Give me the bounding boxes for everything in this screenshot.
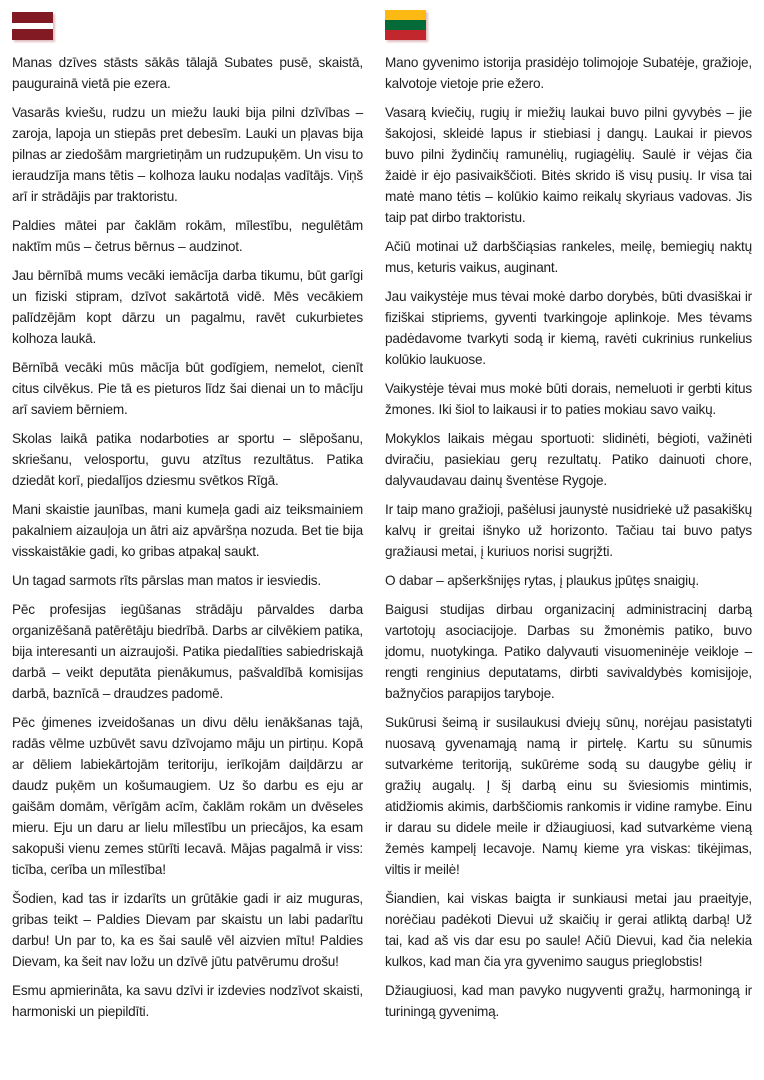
paragraph: Esmu apmierināta, ka savu dzīvi ir izdevies nodzīvot skaisti, harmoniski un piepildīti. xyxy=(12,983,363,1019)
paragraph: Jau bērnībā mums vecāki iemācīja darba tikumu, būt garīgi un fiziski stipram, dzīvot sakārtotā vidē. Mēs vecākiem palīdzējām kopt dārzu un pagalmu, ravēt cukurbietes kolhoza laukā. xyxy=(12,268,363,346)
latvian-text-column xyxy=(12,10,363,1022)
flag-stripe-middle xyxy=(385,20,426,30)
paragraph: Ir taip mano gražioji, pašėlusi jaunystė nusidriekė už pasakiškų kalvų ir greitai išnyko už horizonto. Tačiau tai buvo patys gražiausi metai, į kuriuos norisi sugrįžti. xyxy=(385,502,752,559)
paragraph: Baigusi studijas dirbau organizacinį administracinį darbą vartotojų asociacijoje. Darbas su žmonėmis patiko, buvo įdomu, nuotykinga. Patiko dalyvauti visuomeninėje veikloje – rengti renginius deputatams, dirbti savivaldybės komisijoje, bažnyčios parapijos taryboje. xyxy=(385,602,752,701)
flag-stripe-bottom xyxy=(12,29,53,40)
paragraph: Vasarās kviešu, rudzu un miežu lauki bija pilni dzīvības – zaroja, lapoja un stiepās pret debesīm. Lauki un pļavas bija pilnas ar ziedošām margrietiņām un rudzupuķēm. Un visu to ieraudzīja mans tētis – kolhoza lauku nodaļas vadītājs. Viņš arī ir strādājis par traktoristu. xyxy=(12,105,363,204)
paragraph: Mani skaistie jaunības, mani kumeļa gadi aiz teiksmainiem pakalniem aizauļoja un ātri aiz apvāršņa nozuda. Bet tie bija visskaistākie gadi, ko gribas atpakaļ saukt. xyxy=(12,502,363,559)
paragraph: Mano gyvenimo istorija prasidėjo tolimojoje Subatėje, gražioje, kalvotoje vietoje prie ežero. xyxy=(385,55,752,91)
paragraph: Šodien, kad tas ir izdarīts un grūtākie gadi ir aiz muguras, gribas teikt – Paldies Dievam par skaistu un labi padarītu darbu! Un par to, ka es šai saulē vēl aizvien mītu! Paldies Dievam, ka šeit nav ložu un dzīvē jūtu patvērumu drošu! xyxy=(12,891,363,969)
paragraph: Un tagad sarmots rīts pārslas man matos ir iesviedis. xyxy=(12,573,321,588)
paragraph: O dabar – apšerkšnijęs rytas, į plaukus įpūtęs snaigių. xyxy=(385,573,699,588)
paragraph: Bērnībā vecāki mūs mācīja būt godīgiem, nemelot, cienīt citus cilvēkus. Pie tā es pieturos līdz šai dienai un to mācīju arī saviem bērniem. xyxy=(12,360,363,417)
paragraph: Ačiū motinai už darbščiąsias rankeles, meilę, bemiegių naktų mus, keturis vaikus, auginant. xyxy=(385,239,752,275)
latvia-flag-icon xyxy=(12,12,53,40)
flag-stripe-top xyxy=(12,12,53,23)
flag-stripe-bottom xyxy=(385,30,426,40)
paragraph: Skolas laikā patika nodarboties ar sportu – slēpošanu, skriešanu, velosportu, guvu atzītus rezultātus. Patika dziedāt korī, piedalījos dziesmu svētkos Rīgā. xyxy=(12,431,363,488)
paragraph: Paldies mātei par čaklām rokām, mīlestību, negulētām naktīm mūs – četrus bērnus – audzinot. xyxy=(12,218,363,254)
paragraph: Šiandien, kai viskas baigta ir sunkiausi metai jau praeityje, norėčiau padėkoti Dievui už skaičių ir gerai atliktą darbą! Už tai, kad aš vis dar esu po saule! Ačiū Dievui, kad čia nelekia kulkos, kad man čia yra gyvenimo saugus prieglobstis! xyxy=(385,891,752,969)
paragraph: Sukūrusi šeimą ir susilaukusi dviejų sūnų, norėjau pasistatyti nuosavą gyvenamąją namą ir pirtelę. Kartu su sūnumis sutvarkėme teritoriją, sukūrėme sodą su daugybe gėlių ir gražių augalų. Į šį darbą einu su šviesiomis mintimis, atidžiomis akimis, darbščiomis rankomis ir vidine ramybe. Einu ir darau su didele meile ir džiaugiuosi, kad sutvarkėme vieną žemės kampelį Iecavoje. Namų kieme yra viskas: tikėjimas, viltis ir meilė! xyxy=(385,715,752,877)
paragraph: Mokyklos laikais mėgau sportuoti: slidinėti, bėgioti, važinėti dviračiu, pasiekiau gerų rezultatų. Patiko dainuoti chore, dalyvaudavau dainų šventėse Rygoje. xyxy=(385,431,752,488)
lithuanian-text-column xyxy=(385,10,752,1022)
paragraph: Vasarą kviečių, rugių ir miežių laukai buvo pilni gyvybės – jie šakojosi, skleidė lapus ir stiebiasi į dangų. Laukai ir pievos buvo pilni žydinčių ramunėlių, rugiagėlių. Saulė ir vėjas čia žaidė ir ėjo pasivaikščioti. Bitės skrido iš visų pusių. Ir visa tai matė mano tėtis – kolūkio kaimo reikalų skyriaus vadovas. Jis taip pat dirbo traktoristu. xyxy=(385,105,752,225)
paragraph: Jau vaikystėje mus tėvai mokė darbo dorybės, būti dvasiškai ir fiziškai stipriems, gyventi tvarkingoje aplinkoje. Mes tėvams padėdavome tvarkyti sodą ir kiemą, ravėti cukrinius runkelius kolūkio laukuose. xyxy=(385,289,752,367)
paragraph: Pēc profesijas iegūšanas strādāju pārvaldes darba organizēšanā patērētāju biedrībā. Darbs ar cilvēkiem patika, bija interesanti un aizraujoši. Patika piedalīties sabiedriskajā darbā – veikt deputāta pienākumus, pašvaldībā komisijas darbā, baznīcā – draudzes padomē. xyxy=(12,602,363,701)
paragraph: Džiaugiuosi, kad man pavyko nugyventi gražų, harmoningą ir turiningą gyvenimą. xyxy=(385,983,752,1019)
lithuania-flag-icon xyxy=(385,10,426,40)
paragraph: Pēc ģimenes izveidošanas un divu dēlu ienākšanas tajā, radās vēlme uzbūvēt savu dzīvojamo māju un pirtiņu. Kopā ar dēliem labiekārtojām teritoriju, ierīkojām daiļdārzu ar daudz puķēm un košumaugiem. Uz šo darbu es eju ar gaišām domām, vērīgām acīm, čaklām rokām un dvēseles mieru. Eju un daru ar lielu mīlestību un priecājos, ka esam sakopuši vienu zemes stūrīti Iecavā. Mājas pagalmā ir viss: ticība, cerība un mīlestība! xyxy=(12,715,363,877)
paragraph: Vaikystėje tėvai mus mokė būti dorais, nemeluoti ir gerbti kitus žmones. Iki šiol to laikausi ir to paties mokiau savo vaikų. xyxy=(385,381,752,417)
flag-stripe-top xyxy=(385,10,426,20)
paragraph: Manas dzīves stāsts sākās tālajā Subates pusē, skaistā, paugurainā vietā pie ezera. xyxy=(12,55,363,91)
